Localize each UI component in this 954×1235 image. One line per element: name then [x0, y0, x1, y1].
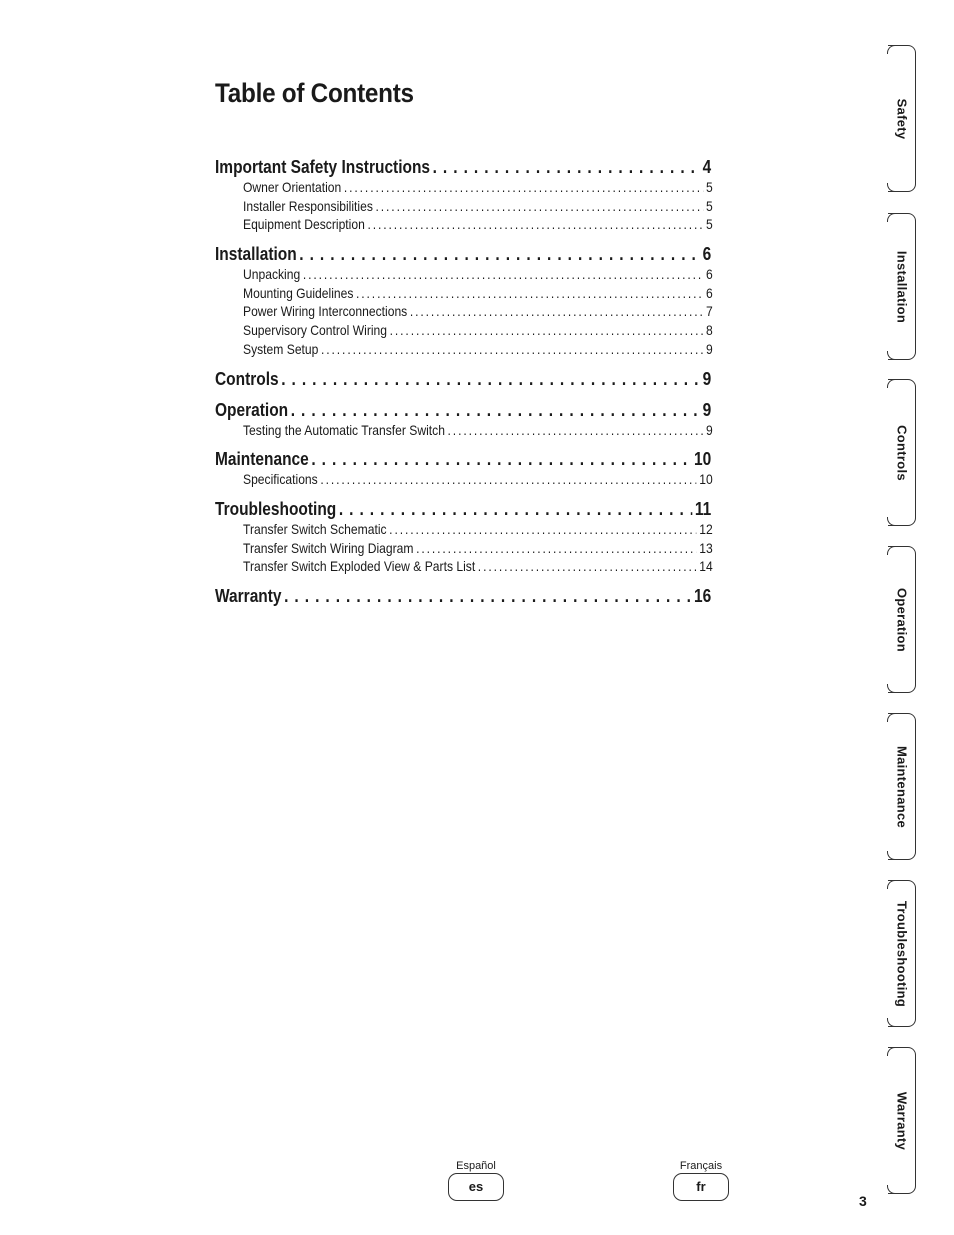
- toc-subentry[interactable]: [243, 421, 713, 440]
- language-french: [671, 1160, 731, 1201]
- dot-leader: [281, 368, 700, 390]
- toc-subentry[interactable]: [243, 215, 713, 234]
- toc-subentry-page: 10: [699, 471, 713, 488]
- dot-leader: [321, 340, 703, 359]
- toc-entry-label: Warranty: [215, 585, 282, 606]
- toc-subentry[interactable]: [243, 197, 713, 216]
- toc-subentry-label: Installer Responsibilities: [243, 197, 373, 214]
- dot-leader: [448, 421, 704, 440]
- tab-controls[interactable]: [888, 379, 916, 526]
- toc-subentry-page: 5: [705, 179, 713, 195]
- tab-maintenance[interactable]: [888, 713, 916, 860]
- table-of-contents: [215, 156, 711, 616]
- tab-label: Troubleshooting: [894, 900, 909, 1007]
- toc-entry-page: 4: [702, 157, 712, 177]
- toc-section-installation: [215, 243, 711, 358]
- toc-subentry-page: 6: [705, 284, 713, 301]
- tab-label: Maintenance: [894, 745, 909, 828]
- toc-entry[interactable]: [215, 156, 711, 178]
- dot-leader: [376, 197, 704, 216]
- toc-subentry-page: 5: [705, 197, 713, 214]
- toc-subentry-page: 7: [705, 303, 713, 320]
- tab-safety[interactable]: [888, 45, 916, 192]
- toc-section-maintenance: [215, 448, 711, 489]
- toc-subentry-page: 9: [705, 340, 713, 357]
- toc-subentry-page: 6: [705, 266, 713, 283]
- language-button-fr[interactable]: fr: [673, 1173, 729, 1201]
- toc-entry-page: 6: [702, 244, 712, 265]
- toc-subentry-label: Unpacking: [243, 266, 301, 283]
- toc-subentry-page: 8: [705, 322, 713, 339]
- toc-subentry-label: Transfer Switch Schematic: [243, 520, 387, 537]
- dot-leader: [367, 215, 703, 234]
- page-number: 3: [859, 1193, 867, 1209]
- dot-leader: [344, 178, 703, 197]
- dot-leader: [320, 470, 696, 489]
- language-name: Español: [456, 1160, 496, 1172]
- toc-entry-page: 11: [694, 498, 712, 519]
- dot-leader: [311, 448, 691, 470]
- toc-entry-page: 9: [702, 399, 712, 420]
- dot-leader: [416, 539, 697, 558]
- toc-entry[interactable]: [215, 243, 711, 265]
- language-spanish: [446, 1160, 506, 1201]
- toc-entry-label: Important Safety Instructions: [215, 157, 431, 177]
- tab-label: Installation: [894, 250, 909, 323]
- dot-leader: [356, 284, 703, 303]
- language-name: Français: [679, 1160, 723, 1172]
- toc-entry-page: 10: [693, 449, 712, 470]
- toc-subentry-label: Mounting Guidelines: [243, 284, 354, 301]
- tab-label: Operation: [894, 587, 909, 652]
- toc-subentry[interactable]: [243, 340, 713, 359]
- tab-operation[interactable]: [888, 546, 916, 693]
- toc-entry[interactable]: [215, 399, 711, 421]
- toc-subentry[interactable]: [243, 265, 713, 284]
- toc-subentry[interactable]: [243, 470, 713, 489]
- toc-entry-label: Controls: [215, 368, 279, 389]
- toc-section-operation: [215, 399, 711, 440]
- toc-subentry-label: Equipment Description: [243, 216, 365, 233]
- toc-entry[interactable]: [215, 368, 711, 390]
- page-title: Table of Contents: [215, 78, 414, 108]
- toc-entry-label: Operation: [215, 399, 289, 420]
- toc-section-warranty: [215, 585, 711, 607]
- toc-section-controls: [215, 368, 711, 390]
- toc-section-troubleshooting: [215, 498, 711, 576]
- toc-entry-page: 16: [693, 585, 712, 606]
- toc-entry[interactable]: [215, 498, 711, 520]
- tab-label: Safety: [894, 98, 909, 139]
- language-button-es[interactable]: es: [448, 1173, 504, 1201]
- toc-subentry-page: 9: [705, 421, 713, 438]
- toc-subentry-page: 13: [699, 539, 713, 556]
- tab-troubleshooting[interactable]: [888, 880, 916, 1027]
- toc-subentry-label: Specifications: [243, 471, 318, 488]
- toc-subentry[interactable]: [243, 520, 713, 539]
- toc-subentry-label: Power Wiring Interconnections: [243, 303, 408, 320]
- dot-leader: [389, 520, 696, 539]
- dot-leader: [303, 265, 704, 284]
- dot-leader: [433, 156, 700, 178]
- toc-entry-page: 9: [702, 368, 712, 389]
- dot-leader: [299, 243, 700, 265]
- toc-entry-label: Troubleshooting: [215, 498, 337, 519]
- toc-entry[interactable]: [215, 448, 711, 470]
- dot-leader: [291, 399, 700, 421]
- dot-leader: [339, 498, 692, 520]
- tab-installation[interactable]: [888, 213, 916, 360]
- toc-subentry-label: Transfer Switch Exploded View & Parts List: [243, 558, 476, 575]
- tab-label: Controls: [894, 424, 909, 481]
- toc-subentry[interactable]: [243, 539, 713, 558]
- dot-leader: [284, 585, 691, 607]
- tab-label: Warranty: [894, 1091, 909, 1150]
- toc-entry[interactable]: [215, 585, 711, 607]
- dot-leader: [390, 321, 704, 340]
- toc-subentry[interactable]: [243, 284, 713, 303]
- dot-leader: [410, 302, 704, 321]
- toc-subentry-page: 12: [699, 520, 713, 537]
- toc-subentry[interactable]: [243, 557, 713, 576]
- toc-entry-label: Maintenance: [215, 449, 309, 470]
- toc-subentry[interactable]: [243, 178, 713, 197]
- dot-leader: [478, 557, 697, 576]
- toc-subentry[interactable]: [243, 302, 713, 321]
- toc-subentry-label: Owner Orientation: [243, 179, 342, 195]
- toc-subentry-page: 5: [705, 216, 713, 233]
- toc-subentry-page: 14: [699, 558, 713, 575]
- toc-entry-label: Installation: [215, 244, 297, 265]
- toc-subentry-label: System Setup: [243, 340, 319, 357]
- toc-subentry-label: Transfer Switch Wiring Diagram: [243, 539, 414, 556]
- toc-subentry-label: Testing the Automatic Transfer Switch: [243, 421, 445, 438]
- tab-warranty[interactable]: [888, 1047, 916, 1194]
- toc-subentry[interactable]: [243, 321, 713, 340]
- toc-subentry-label: Supervisory Control Wiring: [243, 322, 388, 339]
- toc-section-safety: [215, 156, 711, 234]
